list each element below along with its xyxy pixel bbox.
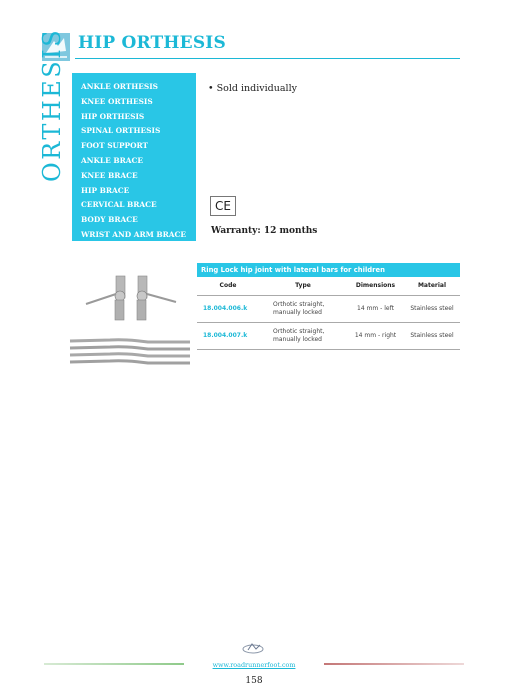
product-note: • Sold individually [208, 83, 297, 94]
table-title: Ring Lock hip joint with lateral bars for children [197, 263, 460, 277]
menu-item-ankle-orthesis[interactable]: ANKLE ORTHESIS [81, 82, 159, 91]
column-header-dimensions: Dimensions [347, 277, 404, 295]
section-vertical-label: ORTHESIS [38, 27, 66, 182]
warranty-text: Warranty: 12 months [211, 226, 318, 236]
menu-item-hip-brace[interactable]: HIP BRACE [81, 185, 130, 195]
cell-dimensions: 14 mm - left [347, 295, 404, 322]
cell-dimensions: 14 mm - right [347, 322, 404, 349]
menu-item-knee-orthesis[interactable]: KNEE ORTHESIS [81, 96, 153, 106]
cell-code: 18.004.007.k [197, 322, 259, 349]
cell-type: Orthotic straight, manually locked [259, 295, 347, 322]
menu-item-foot-support[interactable]: FOOT SUPPORT [81, 141, 149, 151]
menu-item-wrist-and-arm-brace[interactable]: WRIST AND ARM BRACE [81, 229, 187, 239]
column-header-type: Type [259, 277, 347, 295]
category-menu [72, 73, 196, 241]
page-title: HIP ORTHESIS [78, 33, 226, 53]
menu-item-ankle-brace[interactable]: ANKLE BRACE [81, 155, 143, 165]
menu-item-cervical-brace[interactable]: CERVICAL BRACE [81, 200, 157, 210]
menu-item-knee-brace[interactable]: KNEE BRACE [81, 170, 138, 180]
cell-type: Orthotic straight, manually locked [259, 322, 347, 349]
cell-code: 18.004.006.k [197, 295, 259, 322]
column-header-code: Code [197, 277, 259, 295]
table-row [197, 295, 460, 322]
menu-item-spinal-orthesis[interactable]: SPINAL ORTHESIS [81, 126, 161, 136]
menu-item-body-brace[interactable]: BODY BRACE [81, 215, 138, 225]
footer-website-link[interactable]: www.roadrunnerfoot.com [212, 661, 296, 669]
product-table [197, 263, 460, 350]
menu-item-hip-orthesis[interactable]: HIP ORTHESIS [81, 111, 145, 121]
page-number: 158 [245, 676, 263, 686]
column-header-material: Material [404, 277, 460, 295]
footer-divider-left [44, 663, 184, 665]
cell-material: Stainless steel [404, 295, 460, 322]
product-image [68, 266, 193, 378]
cell-material: Stainless steel [404, 322, 460, 349]
title-divider [75, 58, 460, 59]
table-row [197, 322, 460, 349]
footer-logo [240, 640, 266, 654]
ce-mark-icon: CE [210, 196, 236, 216]
footer-divider-right [324, 663, 464, 665]
